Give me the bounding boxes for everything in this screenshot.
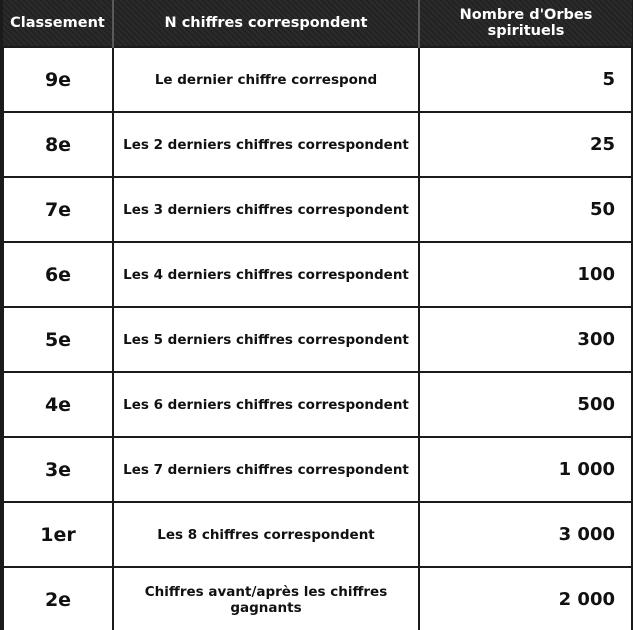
rank-cell: 4e — [3, 372, 113, 437]
orbs-cell: 300 — [419, 307, 632, 372]
match-cell: Les 5 derniers chiffres correspondent — [113, 307, 419, 372]
orbs-cell: 25 — [419, 112, 632, 177]
orbs-cell: 50 — [419, 177, 632, 242]
orbs-cell: 100 — [419, 242, 632, 307]
orbs-cell: 3 000 — [419, 502, 632, 567]
rank-cell: 6e — [3, 242, 113, 307]
header-row — [3, 0, 632, 47]
orbs-cell: 2 000 — [419, 567, 632, 630]
rank-cell: 2e — [3, 567, 113, 630]
match-cell: Les 7 derniers chiffres correspondent — [113, 437, 419, 502]
table-row — [3, 177, 632, 242]
header-orbs: Nombre d'Orbes spirituels — [419, 0, 632, 47]
orbs-cell: 500 — [419, 372, 632, 437]
orbs-cell: 1 000 — [419, 437, 632, 502]
table-row — [3, 372, 632, 437]
match-cell: Les 3 derniers chiffres correspondent — [113, 177, 419, 242]
table-row — [3, 567, 632, 630]
rank-cell: 9e — [3, 47, 113, 112]
rank-cell: 8e — [3, 112, 113, 177]
rank-cell: 5e — [3, 307, 113, 372]
table-header — [3, 0, 632, 47]
table-row — [3, 502, 632, 567]
match-cell: Les 2 derniers chiffres correspondent — [113, 112, 419, 177]
header-match: N chiffres correspondent — [113, 0, 419, 47]
rank-cell: 3e — [3, 437, 113, 502]
rank-cell: 1er — [3, 502, 113, 567]
table-row — [3, 242, 632, 307]
header-rank: Classement — [3, 0, 113, 47]
table-row — [3, 47, 632, 112]
match-cell: Les 6 derniers chiffres correspondent — [113, 372, 419, 437]
table-body — [3, 47, 632, 630]
match-cell: Le dernier chiffre correspond — [113, 47, 419, 112]
orbs-cell: 5 — [419, 47, 632, 112]
match-cell: Les 4 derniers chiffres correspondent — [113, 242, 419, 307]
rank-cell: 7e — [3, 177, 113, 242]
table-row — [3, 307, 632, 372]
table-row — [3, 112, 632, 177]
match-cell: Les 8 chiffres correspondent — [113, 502, 419, 567]
match-cell: Chiffres avant/après les chiffres gagnants — [113, 567, 419, 630]
rewards-table — [2, 0, 633, 630]
table-row — [3, 437, 632, 502]
